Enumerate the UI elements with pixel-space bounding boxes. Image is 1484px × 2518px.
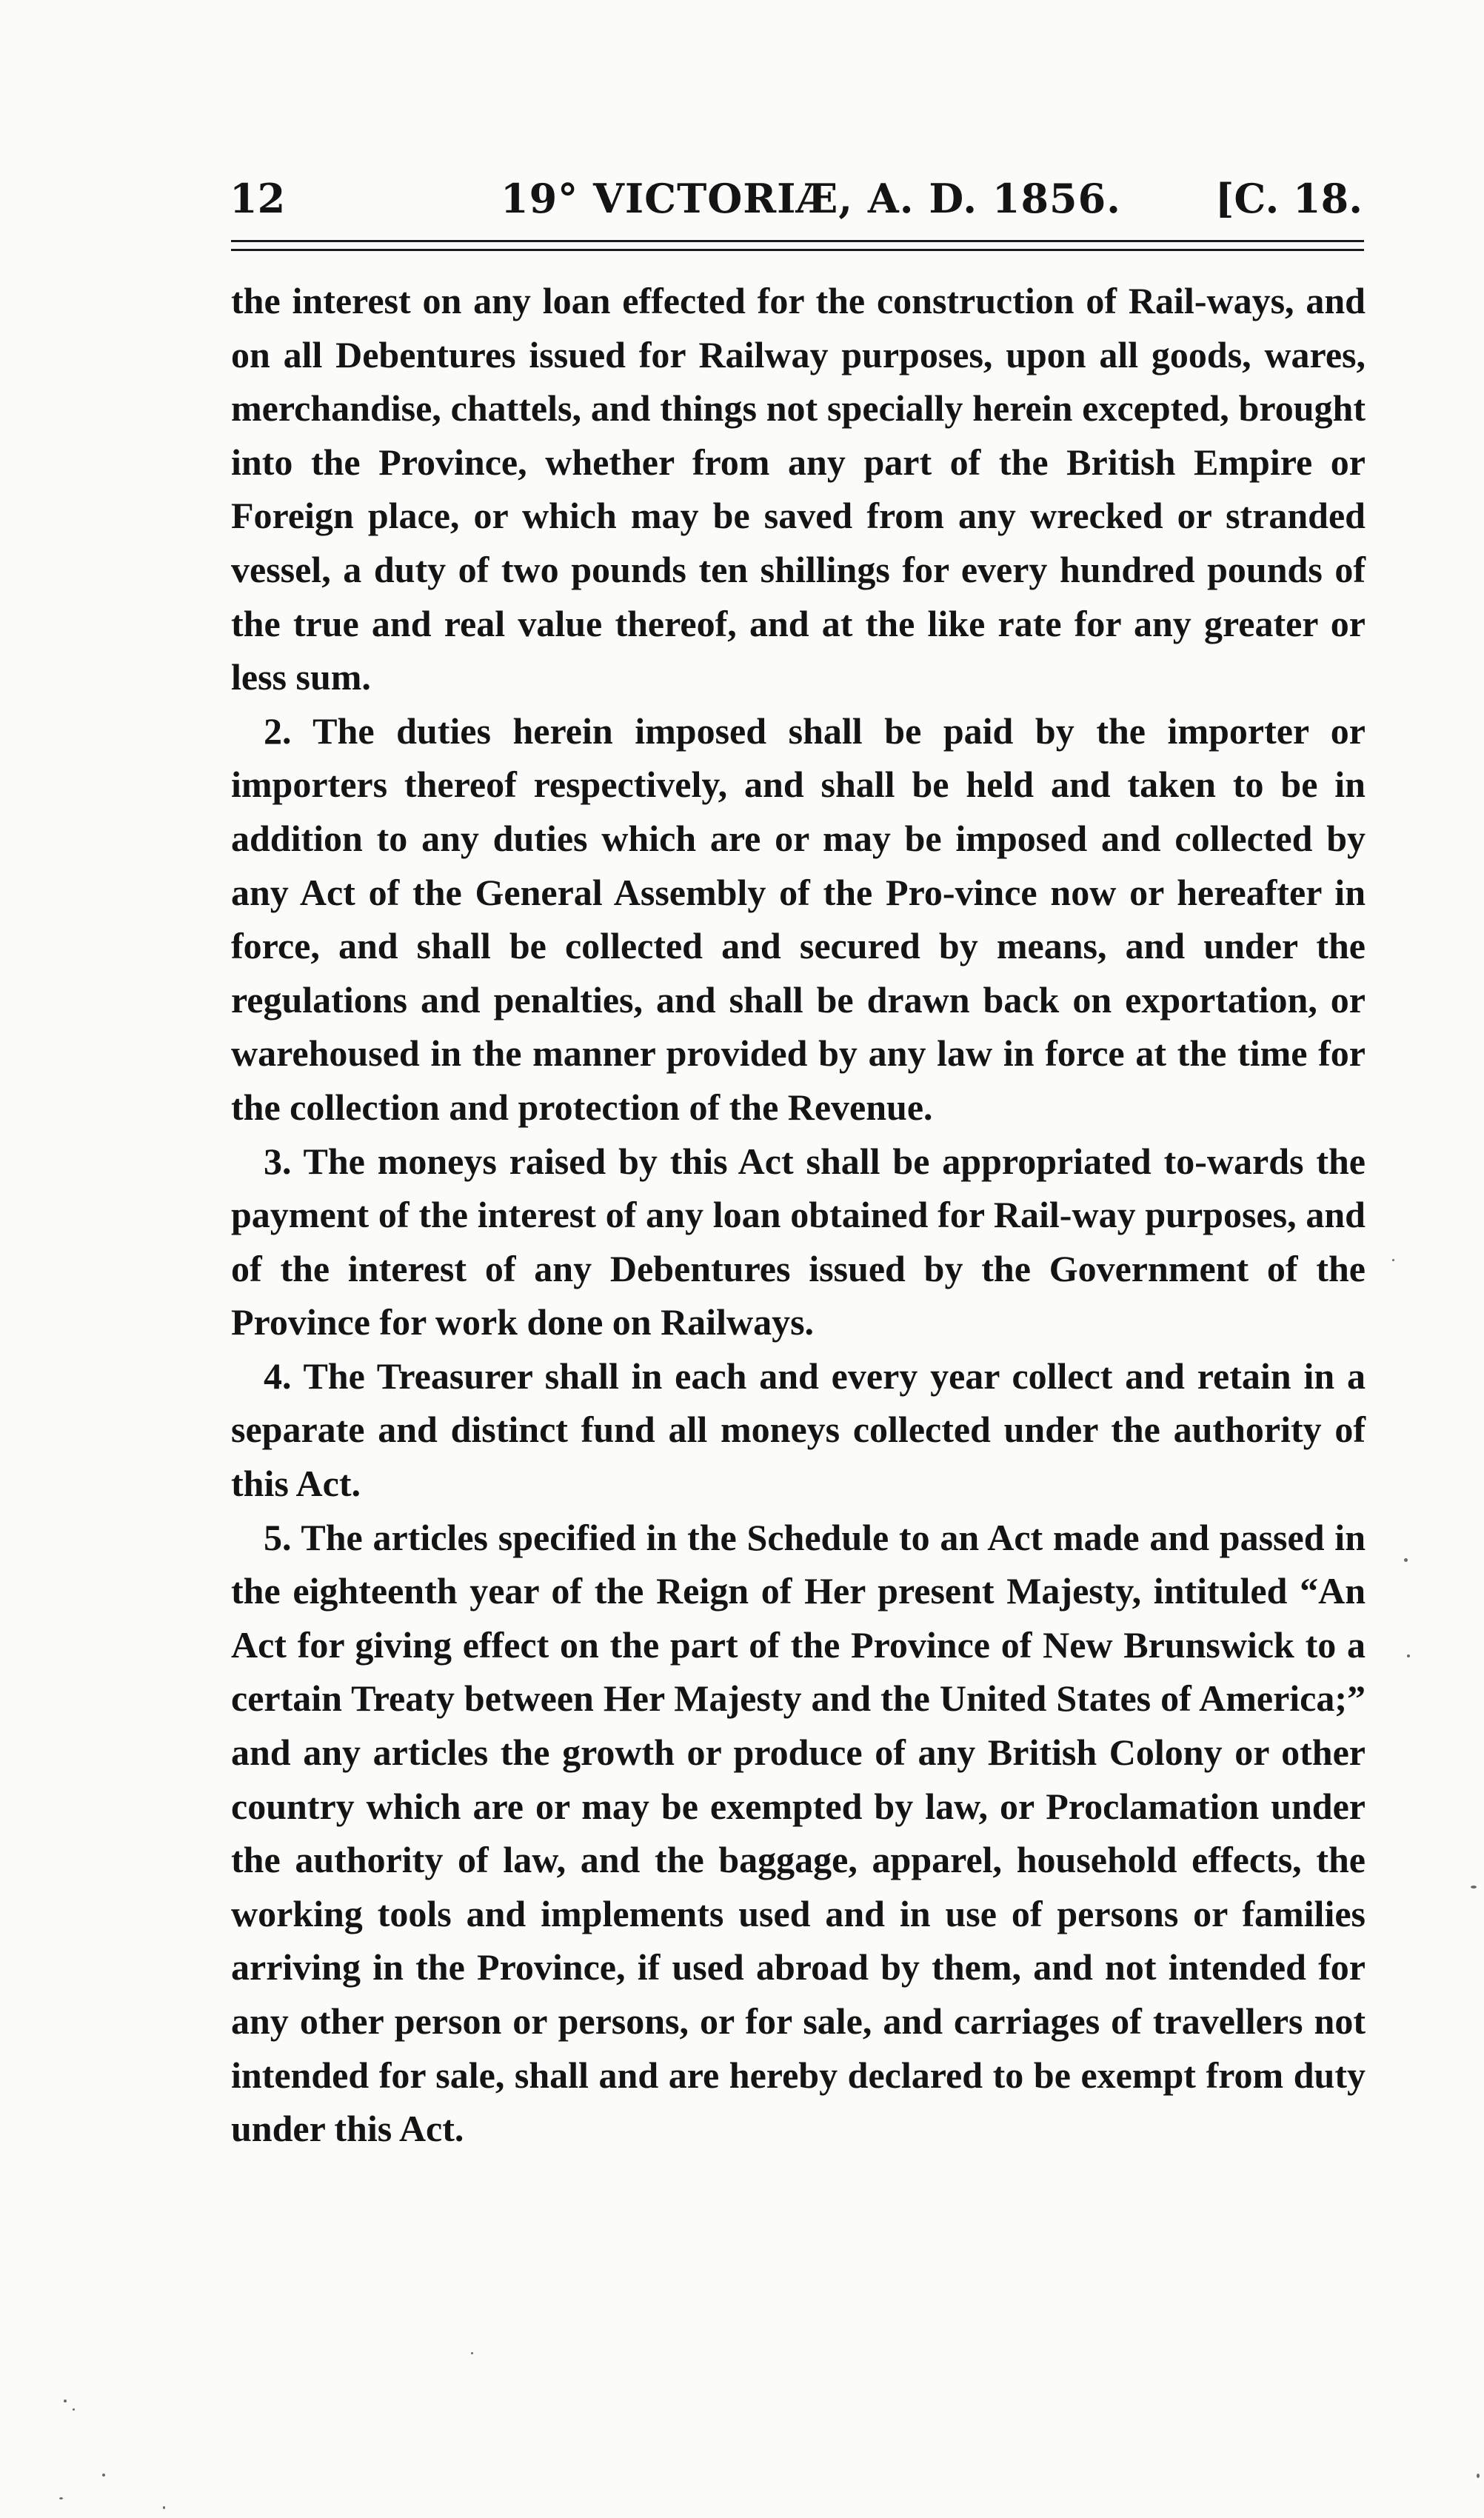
page-title: 19° VICTORIÆ, A. D. 1856. xyxy=(501,175,1121,222)
scan-speck xyxy=(59,2497,63,2499)
paragraph-continuation: the interest on any loan effected for the construction of Rail-ways, and on all Debentures issued for Railway purposes, upon all goods, wares, merchandise, chattels, and things not specially herein excepted, brought into the Province, whether from any part of the British Empire or Foreign place, or which may be saved from any wrecked or stranded vessel, a duty of two pounds ten shillings for every hundred pounds of the true and real value thereof, and at the like rate for any greater or less sum. xyxy=(231,280,1366,698)
section-3-paragraph: 3. The moneys raised by this Act shall be appropriated to-wards the payment of the interest of any loan obtained for Rail-way purposes, and of the interest of any Debentures issued by the Government of the Province for work done on Railways. xyxy=(231,1140,1366,1343)
section-5-paragraph: 5. The articles specified in the Schedule to an Act made and passed in the eighteenth year of the Reign of Her present Majesty, intituled “An Act for giving effect on the part of the Province of New Brunswick to a certain Treaty between Her Majesty and the United States of America;” and any articles the growth or produce of any British Colony or other country which are or may be exempted by law, or Proclamation under the authority of law, and the baggage, apparel, household effects, the working tools and implements used and in use of persons or families arriving in the Province, if used abroad by them, and not intended for any other person or persons, or for sale, and carriages of travellers not intended for sale, shall and are hereby declared to be exempt from duty under this Act. xyxy=(231,1516,1366,2150)
scan-speck xyxy=(1471,1886,1477,1888)
scan-speck xyxy=(163,2506,165,2509)
running-head xyxy=(230,169,1363,228)
scan-speck xyxy=(1407,1654,1410,1657)
section-2-paragraph: 2. The duties herein imposed shall be paid by the importer or importers thereof respectively, and shall be held and taken to be in addition to any duties which are or may be imposed and collected by any Act of the General Assembly of the Pro-vince now or hereafter in force, and shall be collected and secured by means, and under the regulations and penalties, and shall be drawn back on exportation, or warehoused in the manner provided by any law in force at the time for the collection and protection of the Revenue. xyxy=(231,709,1366,1128)
scan-speck xyxy=(73,2408,75,2411)
chapter-reference: [C. 18. xyxy=(1214,175,1363,222)
section-4-paragraph: 4. The Treasurer shall in each and every year collect and retain in a separate and distinct fund all moneys collected under the authority of this Act. xyxy=(231,1355,1366,1505)
scan-speck xyxy=(1477,2474,1480,2478)
header-rule-top xyxy=(231,240,1364,242)
body-text xyxy=(231,274,1366,2156)
scan-speck xyxy=(471,2352,473,2354)
header-rule-bottom xyxy=(231,249,1364,251)
scan-speck xyxy=(64,2400,67,2402)
page-number: 12 xyxy=(230,175,286,222)
scan-speck xyxy=(102,2474,105,2477)
scan-speck xyxy=(1404,1558,1408,1562)
scan-speck xyxy=(1392,1259,1394,1261)
